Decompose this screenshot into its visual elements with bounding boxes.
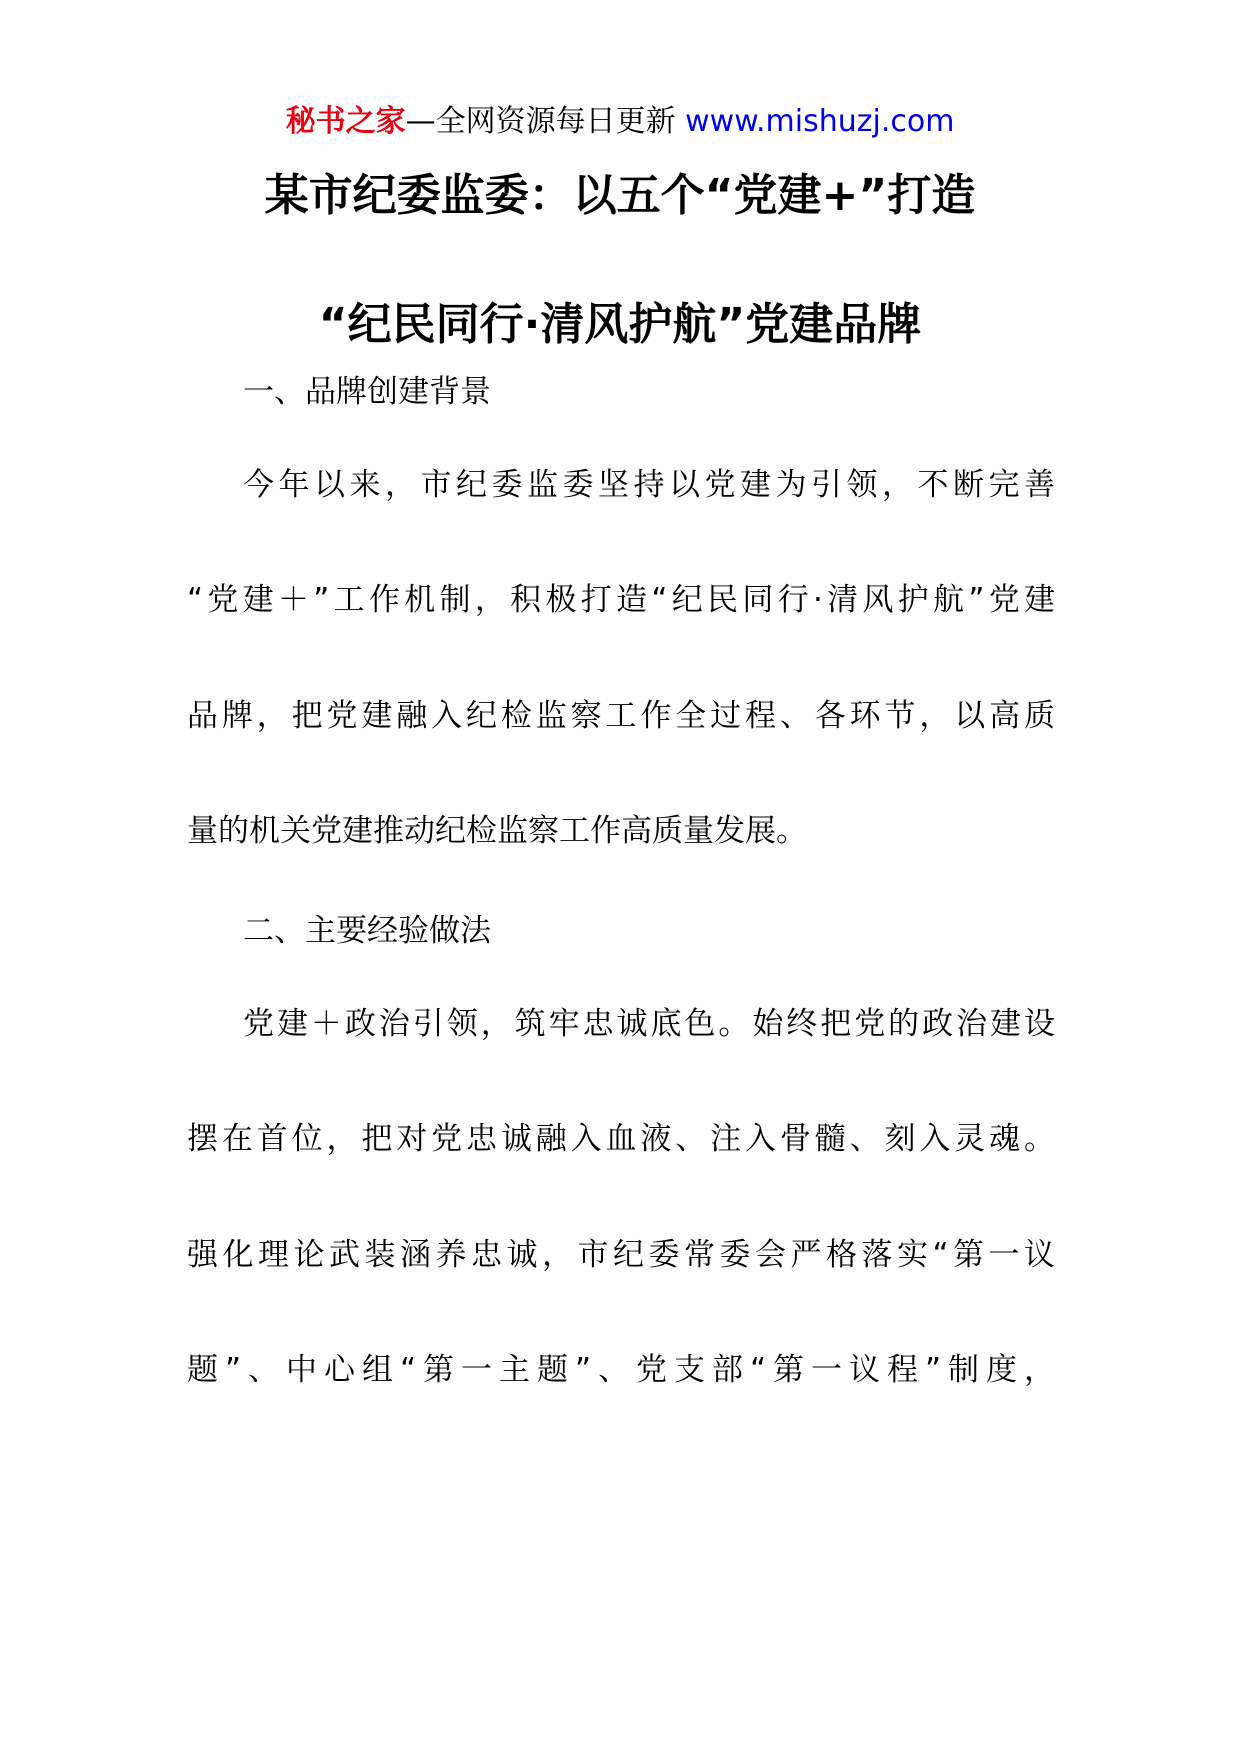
paragraph-line: “党建＋”工作机制，积极打造“纪民同行·清风护航”党建 [187, 582, 1055, 618]
paragraph-line: 今年以来，市纪委监委坚持以党建为引领，不断完善 [243, 467, 1055, 503]
paragraph-line: 品牌，把党建融入纪检监察工作全过程、各环节，以高质 [187, 698, 1055, 734]
paragraph-line: 量的机关党建推动纪检监察工作高质量发展。 [187, 813, 807, 849]
paragraph-line: 题”、中心组“第一主题”、党支部“第一议程”制度， [187, 1352, 1055, 1388]
document-title-line-2: “纪民同行·清风护航”党建品牌 [318, 299, 922, 350]
document-title-line-1: 某市纪委监委：以五个“党建+”打造 [264, 170, 976, 221]
paragraph-line: 强化理论武装涵养忠诚，市纪委常委会严格落实“第一议 [187, 1237, 1055, 1273]
paragraph-line: 党建＋政治引领，筑牢忠诚底色。始终把党的政治建设 [243, 1006, 1055, 1042]
section-heading: 一、品牌创建背景 [243, 374, 491, 410]
paragraph-line: 摆在首位，把对党忠诚融入血液、注入骨髓、刻入灵魂。 [187, 1121, 1055, 1157]
section-heading: 二、主要经验做法 [243, 913, 491, 949]
site-banner [0, 102, 1240, 142]
site-url-link[interactable]: www.mishuzj.com [685, 104, 955, 139]
banner-slogan: —全网资源每日更新 [405, 104, 686, 139]
brand-name: 秘书之家 [285, 104, 406, 139]
